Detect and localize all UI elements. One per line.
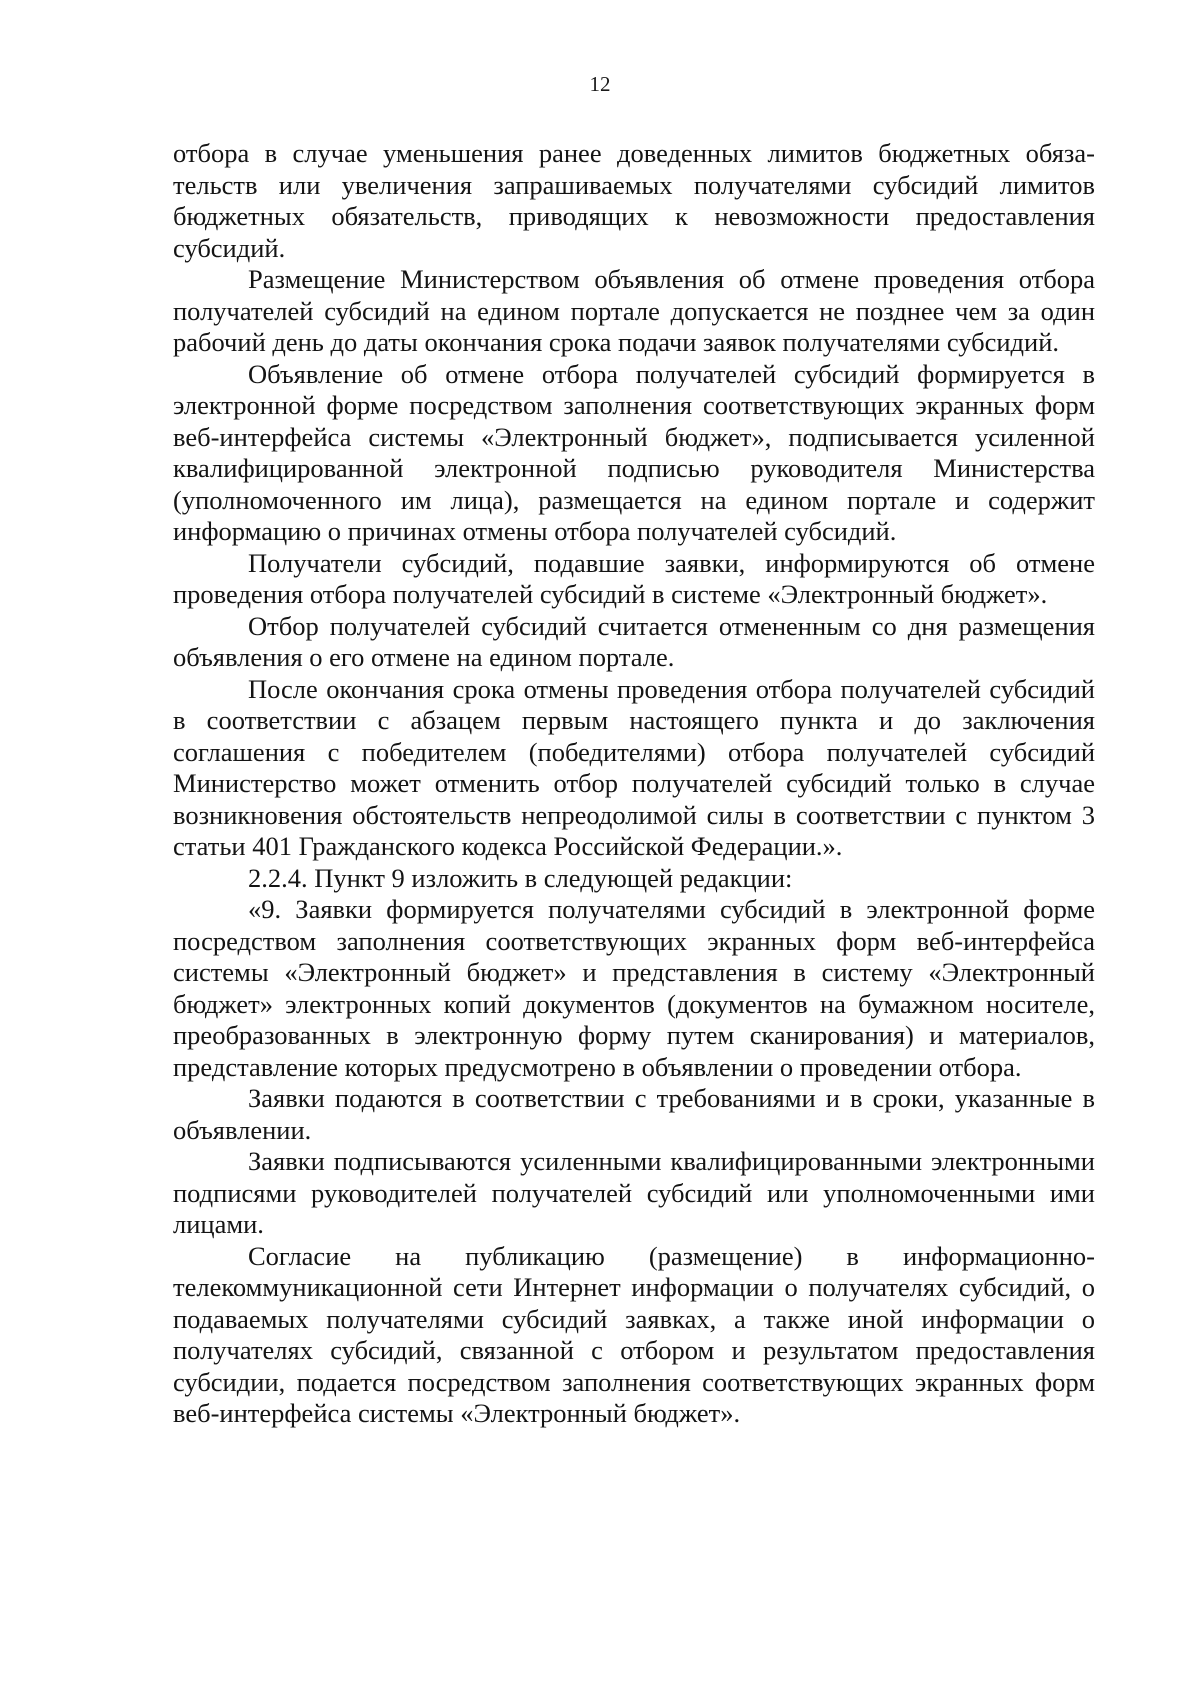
- paragraph: Получатели субсидий, подавшие заявки, информируются об отмене проведения отбора получателей субсидий в системе «Электронный бюджет».: [173, 547, 1095, 609]
- paragraph: Объявление об отмене отбора получателей субсидий формируется в электронной форме посредством заполнения соответствующих экранных форм веб-интерфейса системы «Электронный бюджет», подписывается усиленной квалифицированной электронной подписью руководителя Министерства (уполномоченного им лица), размещается на едином портале и содержит информацию о причинах отмены отбора получателей субсидий.: [173, 358, 1095, 546]
- paragraph: Согласие на публикацию (размещение) в информационно-телекоммуникационной сети Интернет информации о получателях субсидий, о подаваемых получателями субсидий заявках, а также иной информации о получателях субсидий, связанной с отбором и результатом предоставления субсидии, подается посредством заполнения соответствующих экранных форм веб-интерфейса системы «Электронный бюджет».: [173, 1240, 1095, 1428]
- paragraph: Размещение Министерством объявления об отмене проведения отбора получателей субсидий на едином портале допускается не позднее чем за один рабочий день до даты окончания срока подачи заявок получателями субсидий.: [173, 264, 1095, 357]
- paragraph-continuation: отбора в случае уменьшения ранее доведенных лимитов бюджетных обязательств или увеличения запрашиваемых получателями субсидий лимитов бюджетных обязательств, приводящих к невозможности предоставления субсидий.: [173, 138, 1095, 263]
- paragraph: Заявки подписываются усиленными квалифицированными электронными подписями руководителей получателей субсидий или уполномоченными ими лицами.: [173, 1146, 1095, 1239]
- paragraph: После окончания срока отмены проведения отбора получателей субсидий в соответствии с абзацем первым настоящего пункта и до заключения соглашения с победителем (победителями) отбора получателей субсидий Министерство может отменить отбор получателей субсидий только в случае возникновения обстоятельств непреодолимой силы в соответствии с пунктом 3 статьи 401 Гражданского кодекса Российской Федерации.».: [173, 673, 1095, 861]
- paragraph: Отбор получателей субсидий считается отмененным со дня размещения объявления о его отмене на едином портале.: [173, 610, 1095, 672]
- section-heading-paragraph: 2.2.4. Пункт 9 изложить в следующей редакции:: [248, 862, 793, 893]
- paragraph: «9. Заявки формируется получателями субсидий в электронной форме посредством заполнения соответствующих экранных форм веб-интерфейса системы «Электронный бюджет» и представления в систему «Электронный бюджет» электронных копий документов (документов на бумажном носителе, преобразованных в электронную форму путем сканирования) и материалов, представление которых предусмотрено в объявлении о проведении отбора.: [173, 894, 1095, 1082]
- paragraph: Заявки подаются в соответствии с требованиями и в сроки, указанные в объявлении.: [173, 1083, 1095, 1145]
- document-body: [173, 138, 1095, 1430]
- page-number: 12: [589, 72, 611, 96]
